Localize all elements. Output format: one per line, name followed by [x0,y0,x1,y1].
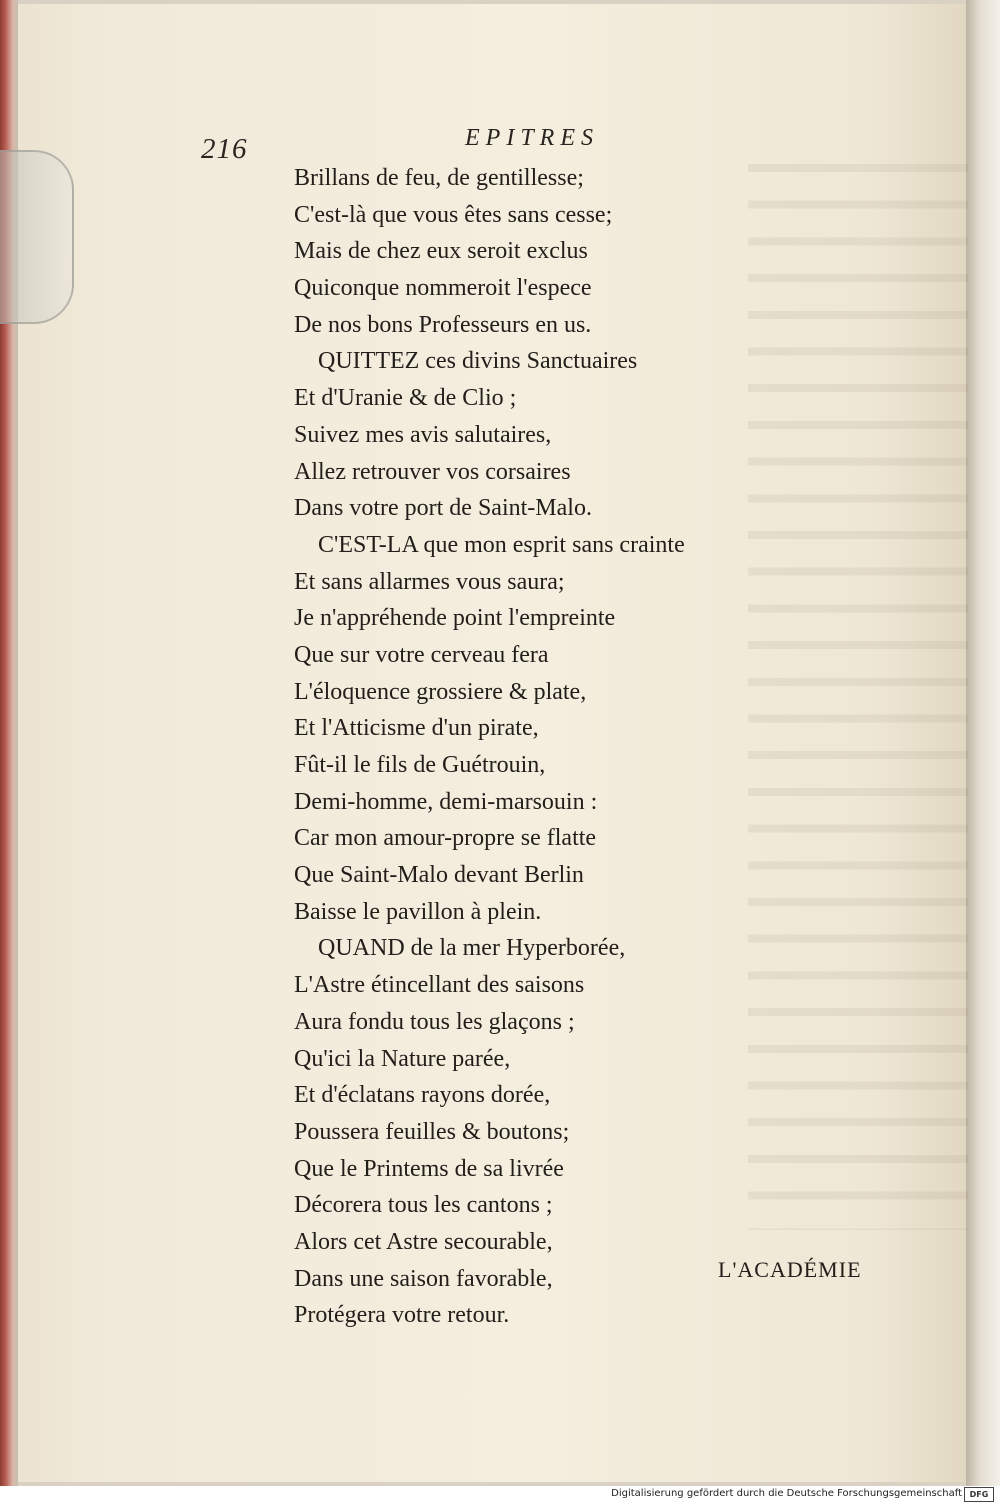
verse-block [294,160,685,1334]
verse-line: Je n'appréhende point l'empreinte [294,605,616,632]
bookmark-clip [0,150,74,324]
verse-line: Et d'éclatans rayons dorée, [294,1082,551,1109]
verse-line: Dans votre port de Saint-Malo. [294,495,592,522]
verse-line: Quiconque nommeroit l'espece [294,275,592,302]
verse-line: C'est-là que vous êtes sans cesse; [294,201,613,228]
show-through-text [748,150,968,1230]
verse-line: Aura fondu tous les glaçons ; [294,1008,575,1035]
verse-line: Suivez mes avis salutaires, [294,421,552,448]
verse-line: Dans une saison favorable, [294,1265,553,1292]
verse-line: Décorera tous les cantons ; [294,1192,553,1219]
verse-line: L'Astre étincellant des saisons [294,972,585,999]
verse-line: Allez retrouver vos corsaires [294,458,571,485]
verse-line: Mais de chez eux seroit exclus [294,238,588,265]
footer-credit: Digitalisierung gefördert durch die Deutsche Forschungsgemeinschaft [611,1488,962,1499]
catchword: L'ACADÉMIE [718,1257,862,1282]
verse-line: Demi-homme, demi-marsouin : [294,788,598,815]
verse-line: QUAND de la mer Hyperborée, [318,935,626,962]
verse-line: Et l'Atticisme d'un pirate, [294,715,539,742]
verse-line: L'éloquence grossiere & plate, [294,678,587,705]
verse-line: Protégera votre retour. [294,1302,510,1329]
verse-line: Poussera feuilles & boutons; [294,1118,570,1145]
verse-line: Que le Printems de sa livrée [294,1155,564,1182]
verse-line: Baisse le pavillon à plein. [294,898,542,925]
verse-line: Car mon amour-propre se flatte [294,825,597,852]
verse-line: QUITTEZ ces divins Sanctuaires [318,348,638,375]
running-head: EPITRES [465,125,599,151]
verse-line: C'EST-LA que mon esprit sans crainte [318,531,685,558]
dfg-logo: DFG [964,1487,994,1502]
verse-line: Qu'ici la Nature parée, [294,1045,511,1072]
verse-line: Fût-il le fils de Guétrouin, [294,752,546,778]
verse-line: Que Saint-Malo devant Berlin [294,862,584,889]
page-number: 216 [201,133,248,165]
verse-line: Brillans de feu, de gentillesse; [294,165,584,191]
page-gutter [966,0,1000,1486]
verse-line: Alors cet Astre secourable, [294,1228,553,1255]
verse-line: Et sans allarmes vous saura; [294,568,565,595]
verse-line: Et d'Uranie & de Clio ; [294,385,517,412]
verse-line: Que sur votre cerveau fera [294,641,549,668]
verse-line: De nos bons Professeurs en us. [294,311,592,338]
